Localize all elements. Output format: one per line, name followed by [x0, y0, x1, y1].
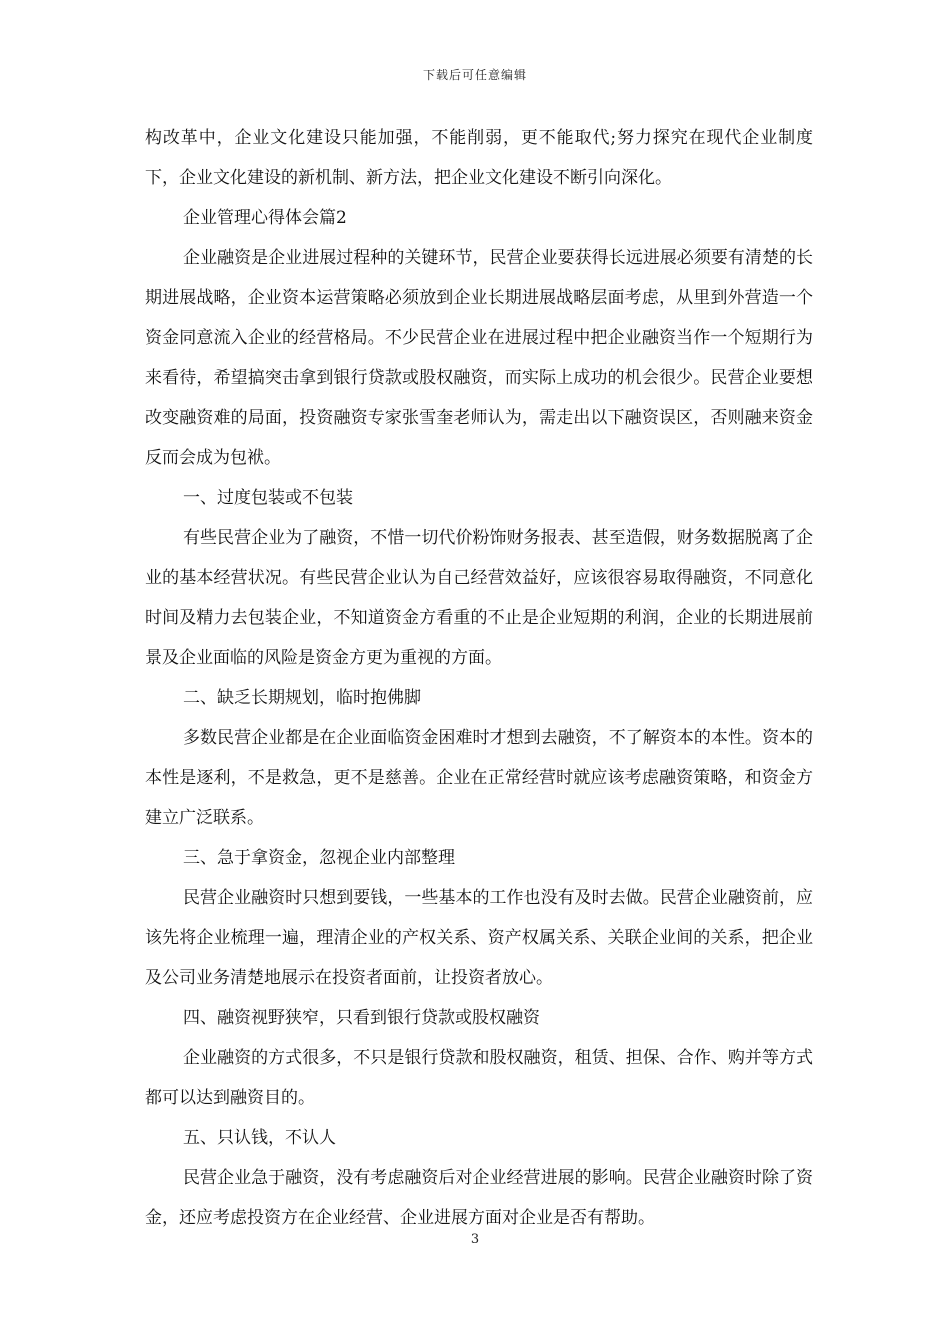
heading-4: 四、融资视野狭窄，只看到银行贷款或股权融资 [183, 1008, 540, 1028]
paragraph-1: 有些民营企业为了融资，不惜一切代价粉饰财务报表、甚至造假，财务数据脱离了企业的基本经营状况。有些民营企业认为自己经营效益好，应该很容易取得融资，不同意化时间及精力去包装企业，不知道资金方看重的不止是企业短期的利润，企业的长期进展前景及企业面临的风险是资金方更为重视的方面。 [145, 528, 813, 668]
page-header-note: 下载后可任意编辑 [422, 68, 527, 82]
paragraph-5: 民营企业急于融资，没有考虑融资后对企业经营进展的影响。民营企业融资时除了资金，还应考虑投资方在企业经营、企业进展方面对企业是否有帮助。 [145, 1168, 813, 1228]
heading-2: 二、缺乏长期规划，临时抱佛脚 [183, 688, 421, 708]
page-number: 3 [470, 1232, 480, 1247]
paragraph-intro: 企业融资是企业进展过程种的关键环节，民营企业要获得长远进展必须要有清楚的长期进展战略，企业资本运营策略必须放到企业长期进展战略层面考虑，从里到外营造一个资金同意流入企业的经营格局。不少民营企业在进展过程中把企业融资当作一个短期行为来看待，希望搞突击拿到银行贷款或股权融资，而实际上成功的机会很少。民营企业要想改变融资难的局面，投资融资专家张雪奎老师认为，需走出以下融资误区，否则融来资金反而会成为包袱。 [145, 248, 813, 468]
heading-1: 一、过度包装或不包装 [183, 488, 353, 508]
document-body [145, 118, 813, 1238]
heading-5: 五、只认钱，不认人 [183, 1128, 336, 1148]
paragraph-continuation: 构改革中，企业文化建设只能加强，不能削弱，更不能取代;努力探究在现代企业制度下，企业文化建设的新机制、新方法，把企业文化建设不断引向深化。 [145, 128, 813, 188]
heading-3: 三、急于拿资金，忽视企业内部整理 [183, 848, 455, 868]
paragraph-3: 民营企业融资时只想到要钱，一些基本的工作也没有及时去做。民营企业融资前，应该先将企业梳理一遍，理清企业的产权关系、资产权属关系、关联企业间的关系，把企业及公司业务清楚地展示在投资者面前，让投资者放心。 [145, 888, 813, 988]
paragraph-2: 多数民营企业都是在企业面临资金困难时才想到去融资，不了解资本的本性。资本的本性是逐利，不是救急，更不是慈善。企业在正常经营时就应该考虑融资策略，和资金方建立广泛联系。 [145, 728, 813, 828]
section-title: 企业管理心得体会篇2 [183, 208, 347, 228]
paragraph-4: 企业融资的方式很多，不只是银行贷款和股权融资，租赁、担保、合作、购并等方式都可以达到融资目的。 [145, 1048, 813, 1108]
